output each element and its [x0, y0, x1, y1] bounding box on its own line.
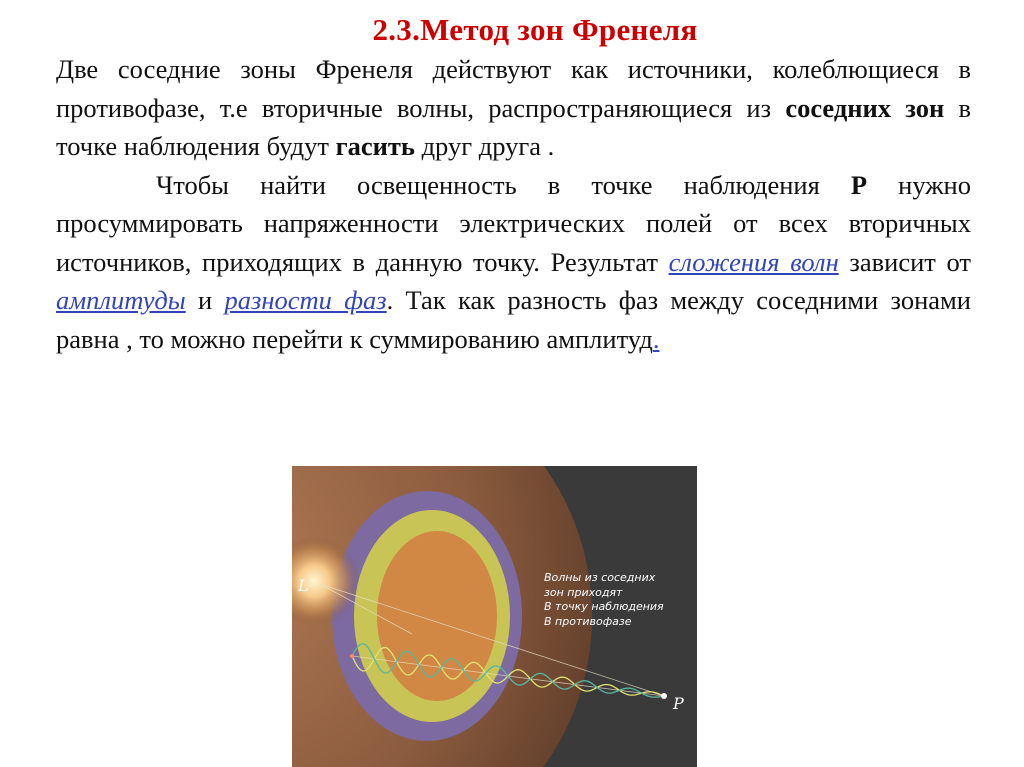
slide-title: 2.3.Метод зон Френеля: [372, 12, 698, 47]
figure-caption: [544, 571, 697, 629]
text-run: и: [185, 285, 225, 315]
caption-line: В точку наблюдения: [544, 600, 664, 613]
paragraph-summation: [56, 166, 971, 359]
paragraph-zones: [56, 50, 971, 166]
slide-body: [56, 50, 971, 358]
fresnel-zones-figure: [292, 466, 697, 767]
link-phase-difference[interactable]: разности фаз: [224, 285, 387, 315]
caption-line: В противофазе: [544, 614, 632, 628]
link-wave-addition[interactable]: сложения волн: [668, 246, 839, 277]
zone-point: [350, 654, 354, 658]
caption-line: Волны из соседних: [544, 571, 656, 584]
bold-point-p: P: [850, 169, 868, 200]
bold-cancel: гасить: [335, 131, 415, 161]
bold-adjacent-zones: соседних зон: [785, 92, 945, 123]
link-period[interactable]: .: [652, 323, 660, 354]
text-run: друг друга .: [414, 131, 555, 161]
text-run: в точке наблюдения будут: [56, 92, 972, 161]
link-amplitude[interactable]: амплитуды: [56, 285, 186, 315]
text-run: . Так как разность фаз между соседними зонами равна , то можно перейти к суммированию амплитуд: [56, 285, 971, 354]
text-run: зависит от: [838, 246, 972, 277]
text-run: Чтобы найти освещенность в точке наблюдения: [156, 169, 851, 200]
point-label: P: [673, 694, 684, 713]
caption-line: зон приходят: [544, 585, 623, 599]
text-run: нужно просуммировать напряженности электрических полей от всех вторичных источников, приходящих в данную точку. Результат: [56, 169, 971, 277]
observation-point: [661, 693, 667, 699]
text-run: Две соседние зоны Френеля действуют как источники, колеблющиеся в противофазе, т.е вторичные волны, распространяющиеся из: [56, 54, 971, 123]
inner-zone: [377, 531, 497, 701]
source-label: L: [298, 576, 309, 595]
